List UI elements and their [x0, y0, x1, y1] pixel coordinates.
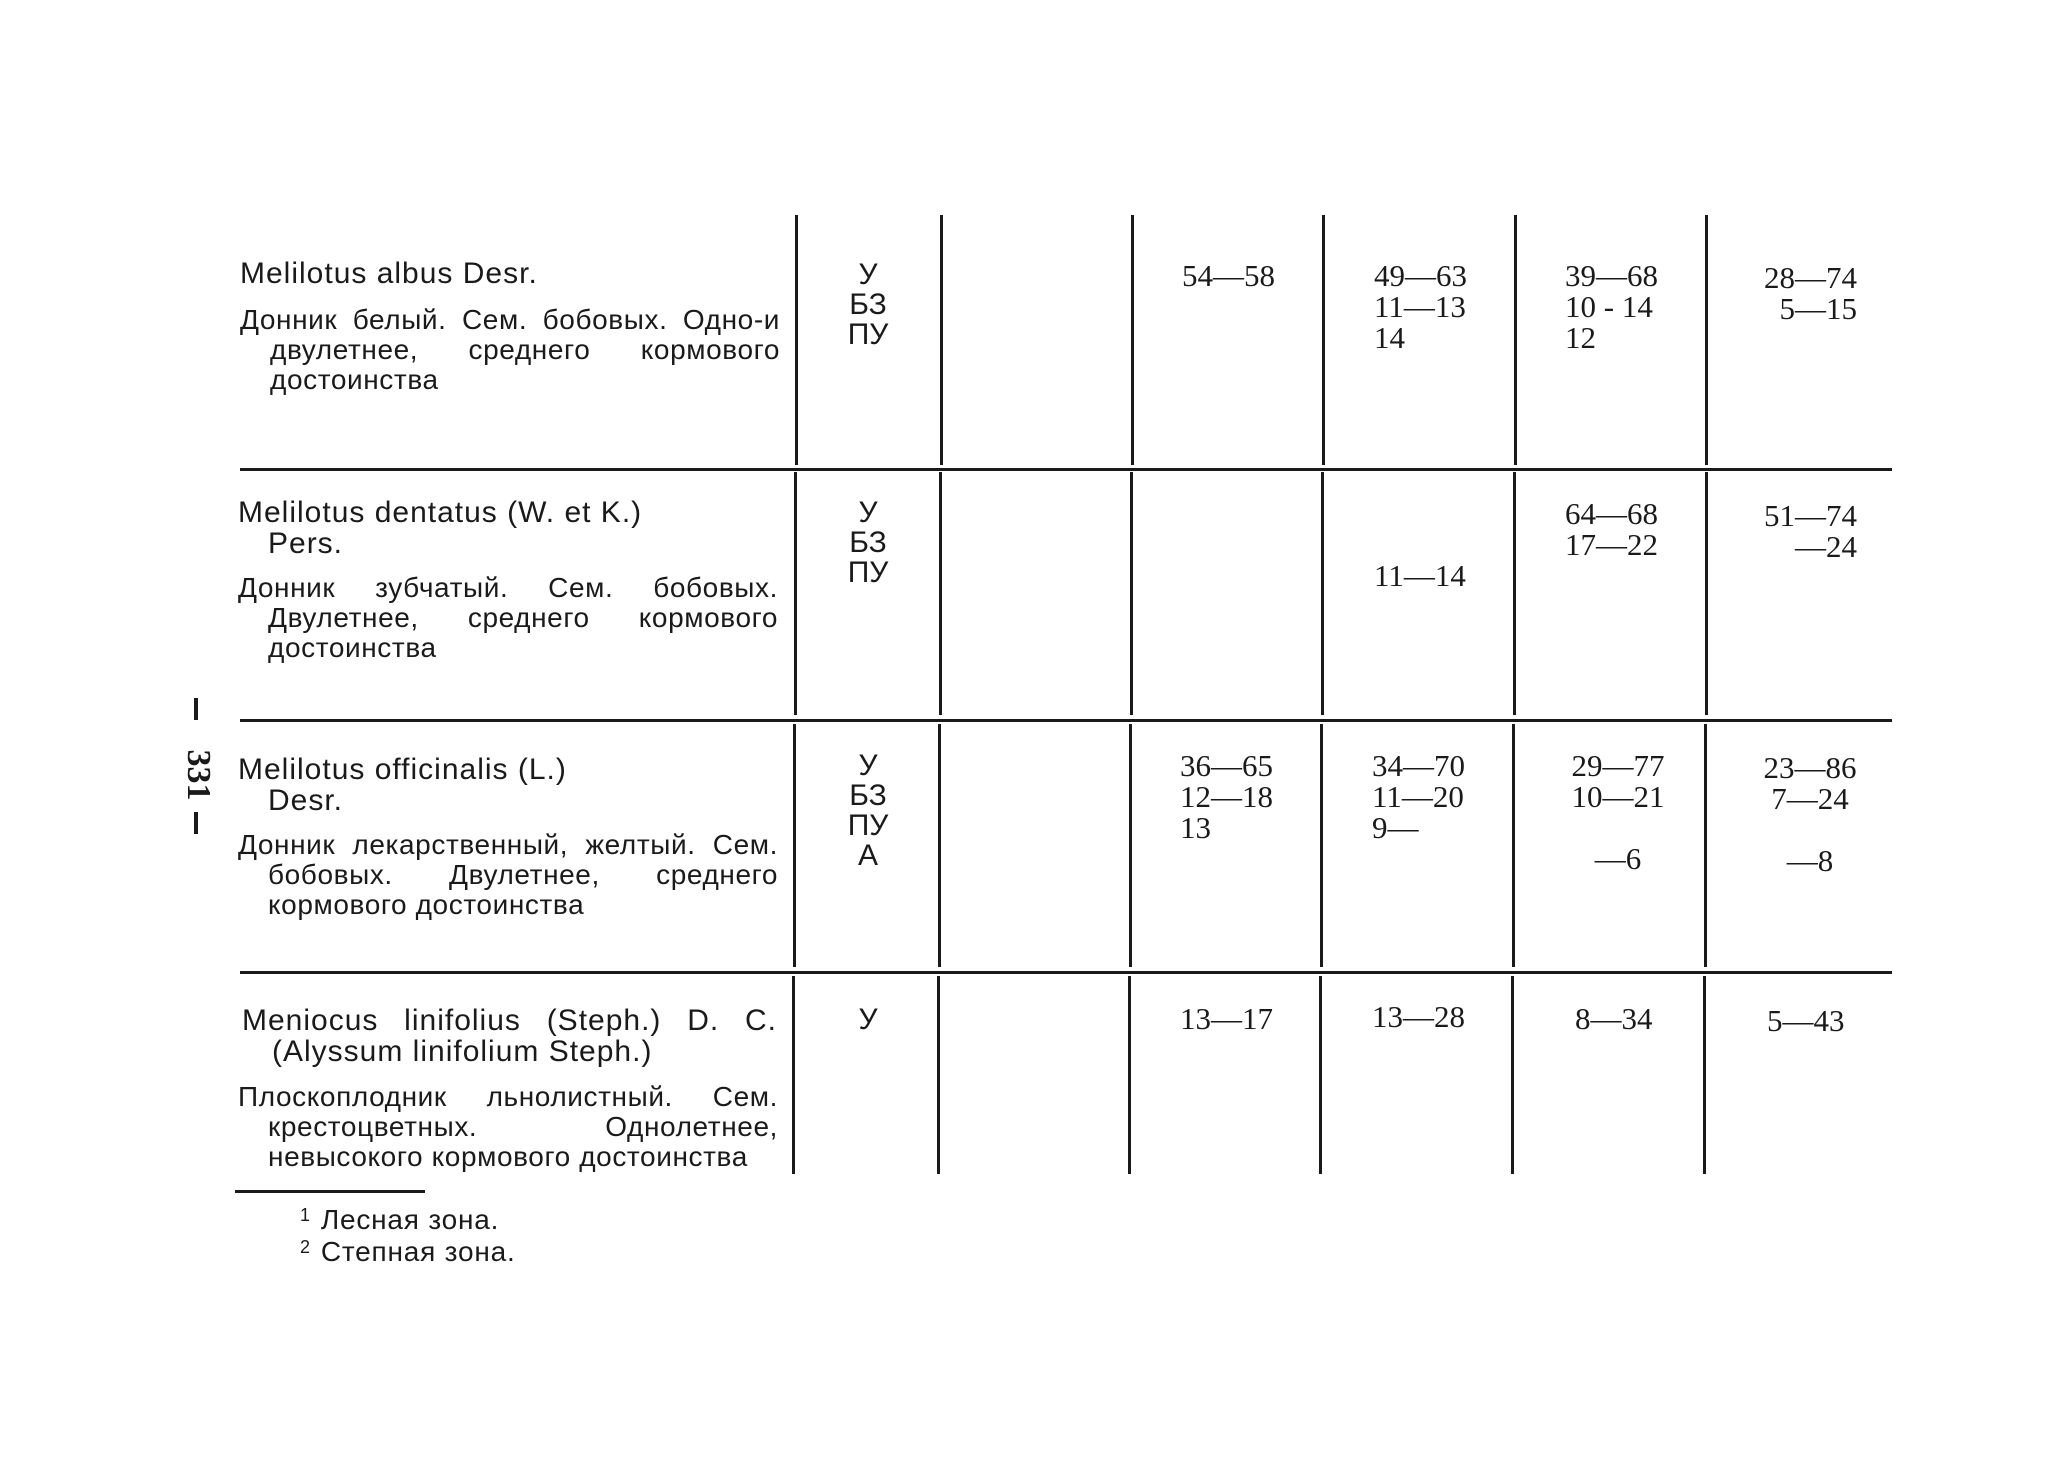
value-cell-col5 [1372, 750, 1465, 843]
value: 39—68 [1565, 258, 1658, 293]
zone-code: ПУ [847, 809, 889, 842]
zone-code: БЗ [849, 288, 887, 321]
column-rule [1131, 215, 1134, 465]
footnote [300, 1232, 516, 1267]
column-rule [1514, 215, 1517, 465]
value-cell-col5 [1374, 498, 1466, 591]
page-number: 331 [180, 749, 217, 801]
zone-code: У [858, 496, 878, 529]
column-rule [1130, 472, 1133, 715]
value: 23—86 [1763, 750, 1857, 785]
column-rule [1129, 724, 1132, 967]
species-latin-name-cont: Desr. [268, 784, 344, 817]
value: 11—20 [1372, 779, 1464, 814]
column-rule [939, 472, 942, 715]
column-rule [1513, 472, 1516, 715]
species-description: Плоскоплодник льнолистный. Сем. крестоцветных. Однолетнее, невысокого кормового достоинства [238, 1081, 778, 1172]
value: 51—74 [1764, 498, 1857, 533]
value: 29—77 [1571, 748, 1665, 783]
value: —6 [1594, 841, 1642, 876]
value: 11—14 [1374, 558, 1466, 593]
species-description: Донник лекарственный, желтый. Сем. бобовых. Двулетнее, среднего кормового достоинства [238, 829, 778, 920]
species-latin-name-cont: (Alyssum linifolium Steph.) [272, 1035, 653, 1068]
value [1374, 529, 1466, 560]
value-cell-col6 [1563, 750, 1673, 874]
species-latin-name: Melilotus albus Desr. [240, 257, 538, 290]
footnote [300, 1200, 499, 1235]
value: 13—28 [1372, 999, 1465, 1034]
row-separator-2 [240, 719, 1892, 722]
footnote-text: Лесная зона. [320, 1204, 500, 1235]
zone-code: ПУ [847, 318, 889, 351]
value: 36—65 [1180, 748, 1273, 783]
value: 49—63 [1374, 258, 1467, 293]
value-cell-col4 [1180, 1003, 1273, 1034]
footnote-mark: 2 [300, 1237, 311, 1257]
column-rule [794, 472, 797, 715]
row-separator-1 [240, 468, 1892, 471]
footnote-mark: 1 [300, 1205, 311, 1225]
value: 11—13 [1374, 289, 1466, 324]
zone-code: ПУ [847, 556, 889, 589]
species-latin-name: Melilotus dentatus (W. et K.) [238, 496, 643, 529]
value: 64—68 [1565, 496, 1658, 531]
column-rule [937, 976, 940, 1174]
column-rule [938, 724, 941, 967]
value: 5—43 [1767, 1003, 1845, 1038]
species-latin-name-cont: Pers. [268, 527, 344, 560]
value: 17—22 [1565, 527, 1658, 562]
column-rule [792, 976, 795, 1174]
species-latin-name: Meniocus linifolius (Steph.) D. C. [242, 1004, 777, 1037]
value-cell-col7 [1757, 500, 1857, 562]
zone-code: А [857, 839, 878, 872]
column-rule [1704, 724, 1707, 967]
value [1563, 812, 1673, 843]
value: 10 - 14 [1565, 289, 1653, 324]
species-latin-name: Melilotus officinalis (L.) [238, 753, 567, 786]
value [1755, 814, 1865, 845]
value: 9— [1372, 810, 1419, 845]
value-cell-col4 [1180, 750, 1273, 843]
value: 34—70 [1372, 748, 1465, 783]
column-rule [1128, 976, 1131, 1174]
page-number-dash-bottom [194, 812, 198, 834]
column-rule [1320, 724, 1323, 967]
species-description: Донник белый. Сем. бобовых. Одно-и двулетнее, среднего кормового достоинства [240, 304, 780, 395]
zone-code: У [858, 1003, 878, 1036]
column-rule [1512, 724, 1515, 967]
value: 7—24 [1771, 781, 1849, 816]
zone-codes [808, 1005, 928, 1035]
column-rule [795, 215, 798, 465]
value: 28—74 [1764, 260, 1857, 295]
page-number-dash-top [194, 698, 198, 720]
column-rule [1319, 976, 1322, 1174]
value-cell-col5 [1372, 1001, 1465, 1032]
zone-codes [808, 260, 928, 350]
value: 5—15 [1779, 291, 1857, 326]
zone-codes [808, 498, 928, 588]
value-cell-col7 [1767, 1005, 1845, 1036]
value-cell-col6 [1565, 260, 1658, 353]
zone-code: У [858, 749, 878, 782]
value [1374, 498, 1466, 529]
value-cell-col7 [1757, 262, 1857, 324]
value-cell-col5 [1374, 260, 1467, 353]
zone-codes [808, 751, 928, 871]
value-cell-col6 [1575, 1003, 1653, 1034]
column-rule [1705, 215, 1708, 465]
value: 8—34 [1575, 1001, 1653, 1036]
value: 12 [1565, 320, 1596, 355]
footnote-separator [235, 1190, 425, 1193]
value-cell-col6 [1565, 498, 1658, 560]
value: 12—18 [1180, 779, 1273, 814]
column-rule [940, 215, 943, 465]
value: 54—58 [1182, 258, 1275, 293]
column-rule [1322, 215, 1325, 465]
footnote-text: Степная зона. [320, 1236, 516, 1267]
column-rule [793, 724, 796, 967]
zone-code: У [858, 258, 878, 291]
value: 13 [1180, 810, 1211, 845]
value-cell-col4 [1182, 260, 1275, 291]
zone-code: БЗ [849, 779, 887, 812]
species-description: Донник зубчатый. Сем. бобовых. Двулетнее, среднего кормового достоинства [238, 572, 778, 663]
value: —24 [1795, 529, 1857, 564]
value: —8 [1786, 843, 1834, 878]
column-rule [1703, 976, 1706, 1174]
column-rule [1321, 472, 1324, 715]
column-rule [1705, 472, 1708, 715]
value-cell-col7 [1755, 752, 1865, 876]
value: 14 [1374, 320, 1405, 355]
row-separator-3 [240, 971, 1892, 974]
value: 10—21 [1571, 779, 1665, 814]
value: 13—17 [1180, 1001, 1273, 1036]
column-rule [1511, 976, 1514, 1174]
zone-code: БЗ [849, 526, 887, 559]
